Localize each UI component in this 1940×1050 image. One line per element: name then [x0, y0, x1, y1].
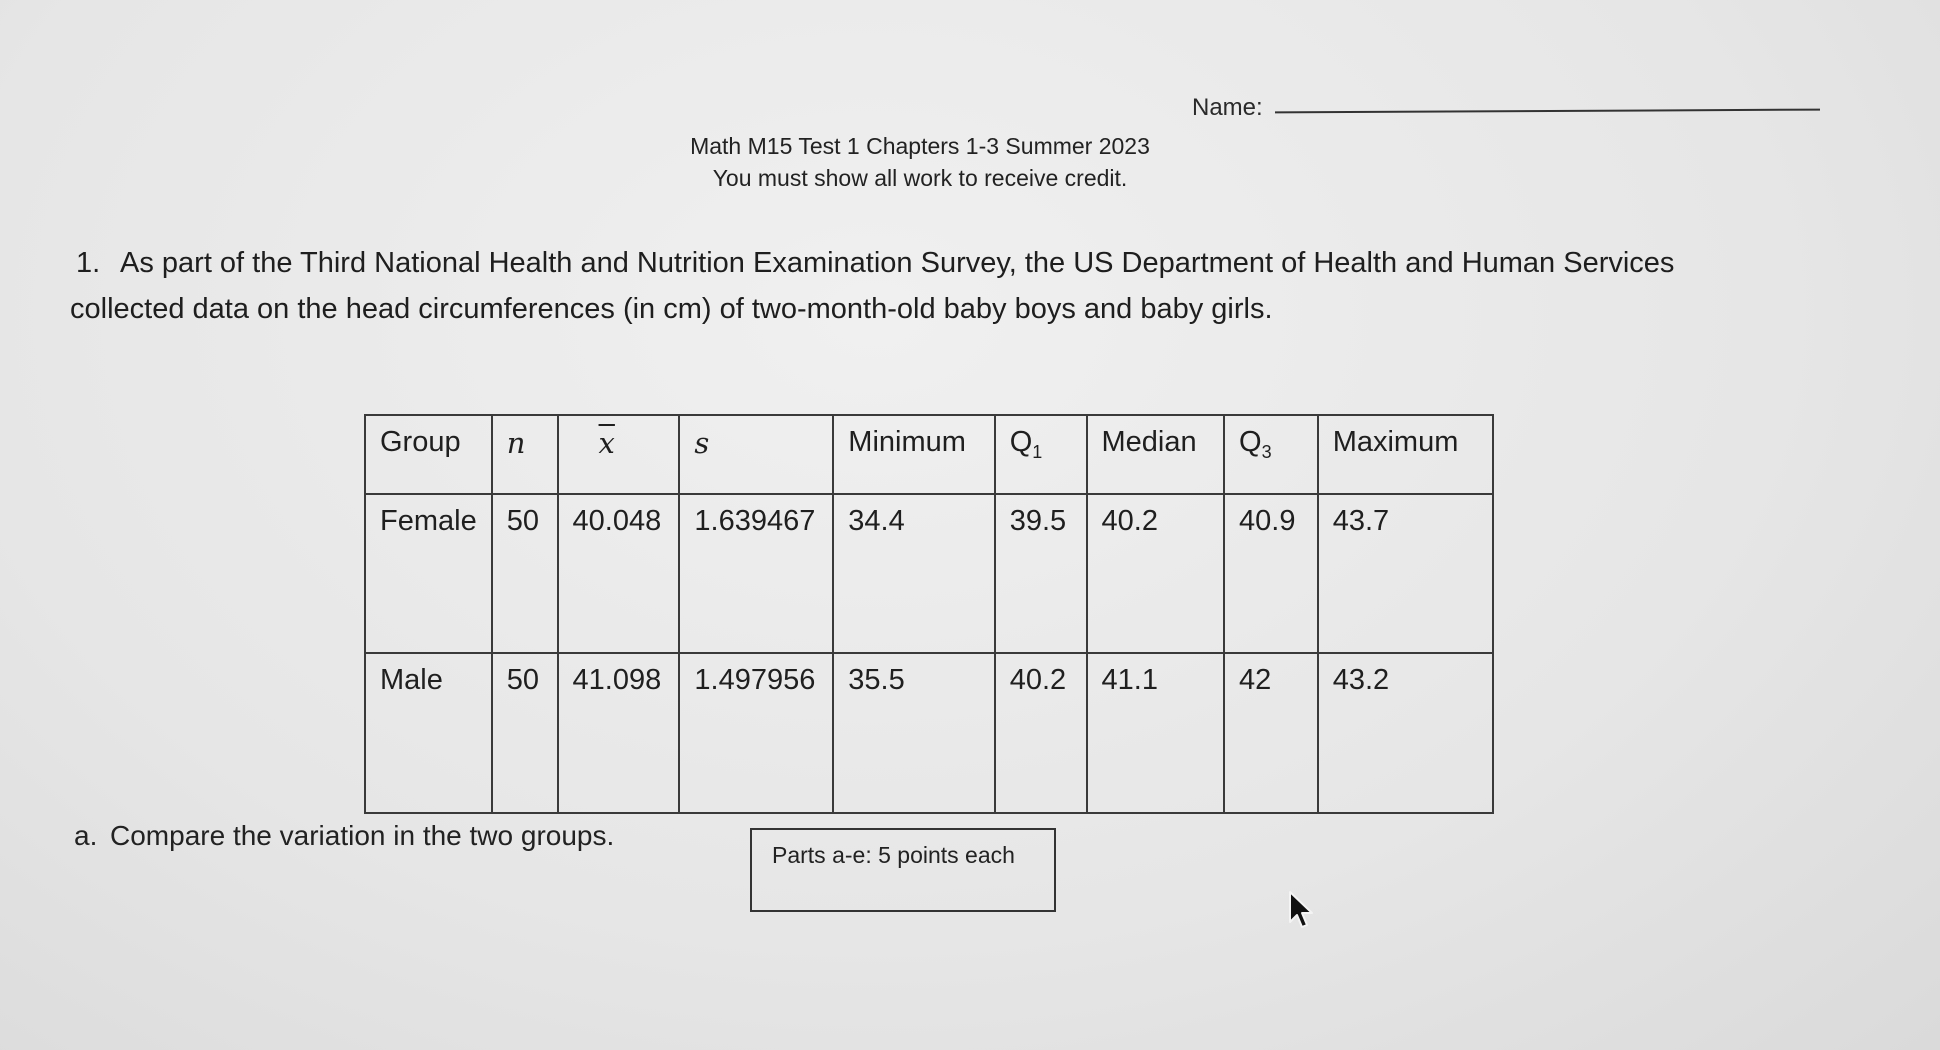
mean-symbol: $\overline{x}$ — [598, 426, 615, 460]
mouse-pointer-icon — [1288, 890, 1314, 930]
part-a-text: Compare the variation in the two groups. — [110, 820, 615, 851]
cell-median: 41.1 — [1087, 653, 1225, 813]
question-number: 1. — [76, 247, 101, 279]
cell-maximum: 43.2 — [1318, 653, 1493, 813]
cell-mean: 40.048 — [558, 494, 680, 654]
cell-minimum: 34.4 — [833, 494, 994, 654]
col-header-maximum: Maximum — [1318, 415, 1493, 494]
col-header-n: n — [492, 415, 558, 494]
name-label: Name: — [1192, 94, 1263, 121]
cell-q1: 39.5 — [995, 494, 1087, 654]
test-header — [640, 130, 1200, 194]
col-header-std-dev: s — [679, 415, 833, 494]
head-circumference-table — [364, 414, 1494, 814]
part-a-prompt — [74, 820, 614, 852]
col-header-group: Group — [365, 415, 492, 494]
name-blank-line[interactable] — [1275, 109, 1820, 114]
cell-n: 50 — [492, 653, 558, 813]
table-row — [365, 653, 1493, 813]
cell-q3: 40.9 — [1224, 494, 1318, 654]
points-box: Parts a-e: 5 points each — [750, 828, 1056, 912]
cell-q1: 40.2 — [995, 653, 1087, 813]
col-header-q3: $Q_3$ — [1224, 415, 1318, 494]
cell-maximum: 43.7 — [1318, 494, 1493, 654]
cell-n: 50 — [492, 494, 558, 654]
cell-median: 40.2 — [1087, 494, 1225, 654]
col-header-median: Median — [1087, 415, 1225, 494]
col-header-mean — [558, 415, 680, 494]
cell-minimum: 35.5 — [833, 653, 994, 813]
cell-group: Male — [365, 653, 492, 813]
table-header-row — [365, 415, 1493, 494]
cell-q3: 42 — [1224, 653, 1318, 813]
part-a-label: a. — [74, 820, 98, 851]
cell-std-dev: 1.497956 — [679, 653, 833, 813]
test-title: Math M15 Test 1 Chapters 1-3 Summer 2023 — [690, 133, 1150, 159]
col-header-minimum: Minimum — [833, 415, 994, 494]
question-1 — [70, 240, 1750, 332]
cell-std-dev: 1.639467 — [679, 494, 833, 654]
table-row — [365, 494, 1493, 654]
cell-mean: 41.098 — [558, 653, 680, 813]
cell-group: Female — [365, 494, 492, 654]
test-instructions: You must show all work to receive credit. — [712, 165, 1128, 191]
question-text: As part of the Third National Health and Nutrition Examination Survey, the US Department of Health and Human Services collected data on the head circumferences (in cm) of two-month-old baby boys and baby girls. — [70, 247, 1675, 325]
col-header-q1: $Q_1$ — [995, 415, 1087, 494]
